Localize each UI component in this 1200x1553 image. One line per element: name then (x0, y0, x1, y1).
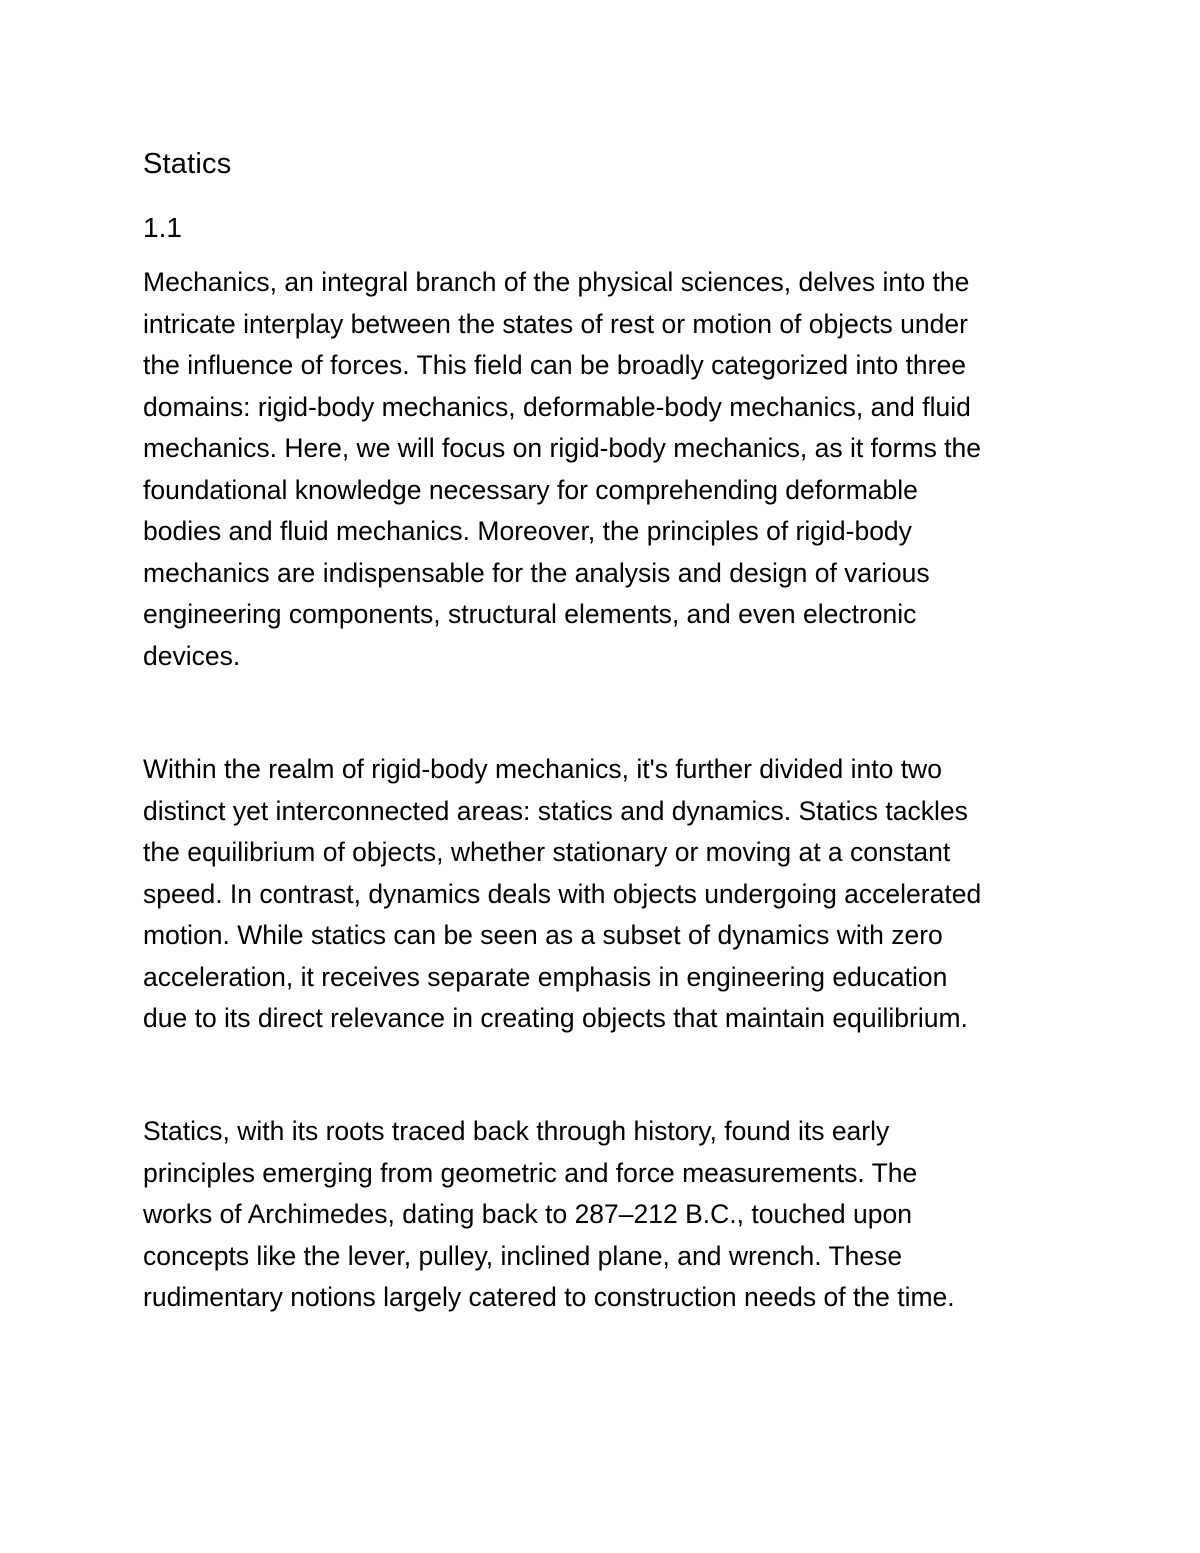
paragraph-line: motion. While statics can be seen as a subset of dynamics with zero (143, 920, 943, 950)
paragraph-line: mechanics. Here, we will focus on rigid-body mechanics, as it forms the (143, 433, 982, 463)
paragraph-line: foundational knowledge necessary for comprehending deformable (143, 474, 918, 505)
section-number: 1.1 (143, 212, 182, 243)
paragraph-line: works of Archimedes, dating back to 287–212 B.C., touched upon (143, 1199, 912, 1229)
paragraph-line: Mechanics, an integral branch of the physical sciences, delves into the (143, 267, 970, 297)
paragraph-line: distinct yet interconnected areas: statics and dynamics. Statics tackles (143, 795, 968, 826)
paragraph-statics-dynamics (143, 749, 1063, 1040)
paragraph-line: intricate interplay between the states of rest or motion of objects under (143, 308, 968, 339)
paragraph-line: concepts like the lever, pulley, inclined plane, and wrench. These (143, 1240, 903, 1271)
paragraph-line: the equilibrium of objects, whether stationary or moving at a constant (143, 837, 951, 867)
paragraph-line: rudimentary notions largely catered to construction needs of the time. (143, 1282, 955, 1312)
paragraph-line: Within the realm of rigid-body mechanics, it's further divided into two (143, 754, 942, 784)
paragraph-line: engineering components, structural elements, and even electronic (143, 599, 917, 629)
paragraph-line: domains: rigid-body mechanics, deformable-body mechanics, and fluid (143, 391, 971, 422)
paragraph-line: the influence of forces. This field can be broadly categorized into three (143, 350, 966, 380)
paragraph-line: acceleration, it receives separate emphasis in engineering education (143, 961, 948, 992)
paragraph-line: principles emerging from geometric and force measurements. The (143, 1157, 918, 1188)
paragraph-mechanics-intro (143, 262, 1063, 677)
paragraph-line: due to its direct relevance in creating objects that maintain equilibrium. (143, 1003, 968, 1033)
paragraph-line: speed. In contrast, dynamics deals with objects undergoing accelerated (143, 878, 982, 909)
paragraph-line: mechanics are indispensable for the analysis and design of various (143, 557, 930, 588)
paragraph-line: Statics, with its roots traced back through history, found its early (143, 1116, 890, 1146)
paragraph-line: bodies and fluid mechanics. Moreover, the principles of rigid-body (143, 516, 912, 546)
paragraph-statics-history (143, 1111, 1063, 1319)
document-title: Statics (143, 148, 232, 180)
paragraph-line: devices. (143, 640, 241, 671)
